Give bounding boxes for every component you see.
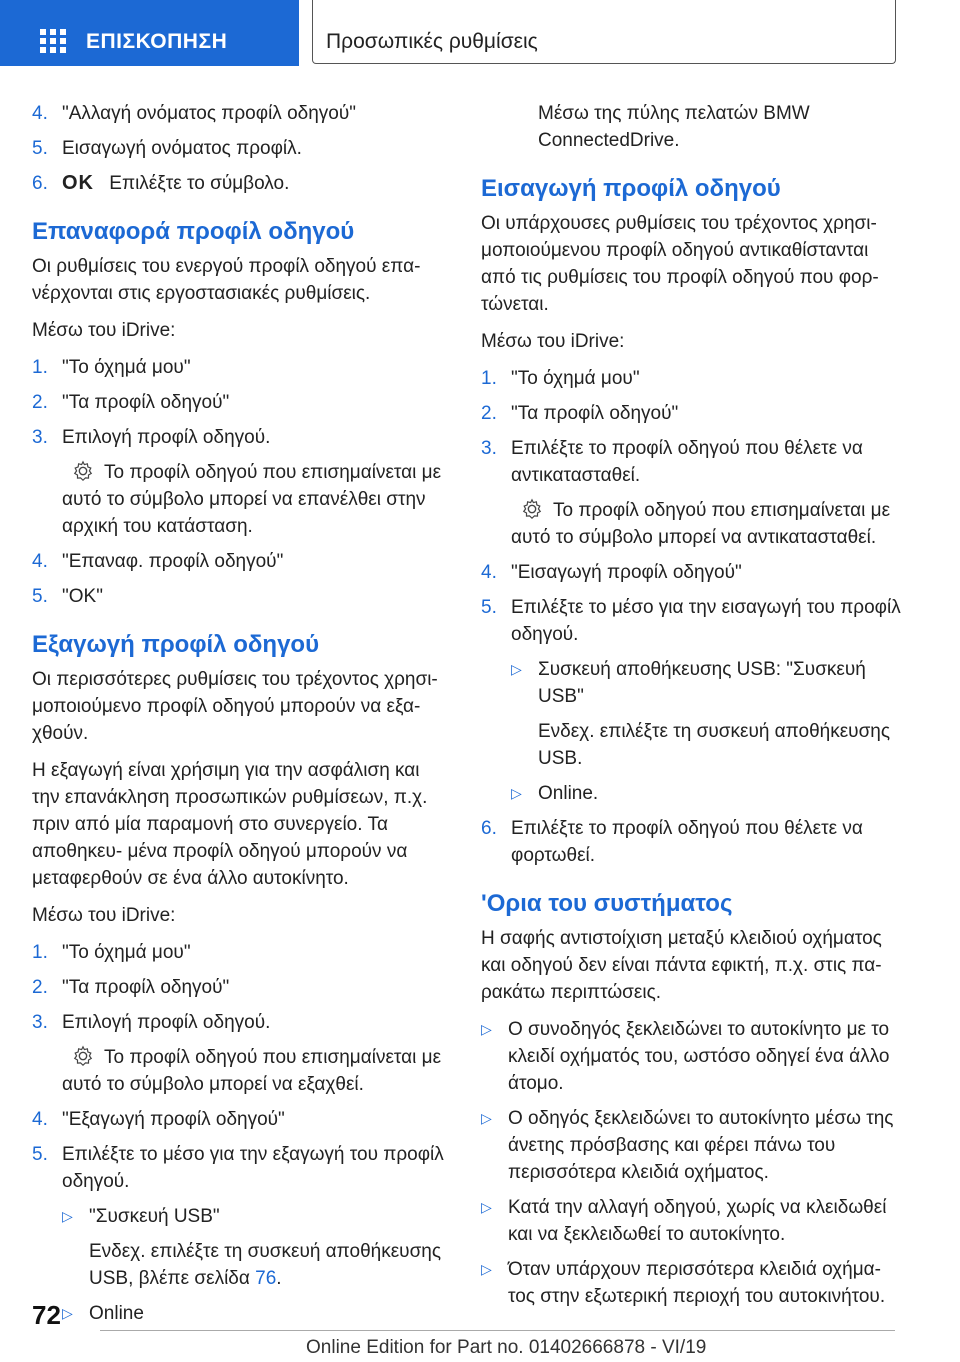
sub-list-item: ▷ Online. bbox=[511, 780, 901, 807]
note: Το προφίλ οδηγού που επισημαίνεται με αυτό το σύμβολο μπορεί να αντικατασταθεί. bbox=[511, 500, 891, 548]
paragraph: Η σαφής αντιστοίχιση μεταξύ κλειδιού οχήματος και οδηγού δεν είναι πάντα εφικτή, π.χ. στις πα- ρακάτω περιπτώσεις. bbox=[481, 928, 882, 1003]
list-item: 4. "Αλλαγή ονόματος προφίλ οδηγού" bbox=[32, 103, 356, 124]
paragraph: Οι ρυθμίσεις του ενεργού προφίλ οδηγού επα- νέρχονται στις εργοστασιακές ρυθμίσεις. bbox=[32, 256, 421, 304]
triangle-bullet-icon: ▷ bbox=[62, 1305, 73, 1321]
list-item: 2. "Τα προφίλ οδηγού" bbox=[481, 403, 679, 424]
list-item: 1. "Το όχημά μου" bbox=[32, 357, 191, 378]
list-item: 4. "Εξαγωγή προφίλ οδηγού" bbox=[32, 1109, 285, 1130]
page-number: 72 bbox=[32, 1300, 61, 1330]
ok-symbol-icon: OK bbox=[62, 172, 94, 194]
sub-list-item: ▷ "Συσκευή USB" bbox=[62, 1203, 452, 1230]
sub-note: Ενδεχ. επιλέξτε τη συσκευή αποθήκευσης USB, βλέπε σελίδα 76. bbox=[89, 1241, 442, 1289]
list-item: 3. Επιλογή προφίλ οδηγού. bbox=[32, 427, 271, 448]
section-tab-overview[interactable] bbox=[0, 0, 299, 66]
section-heading-export: Εξαγωγή προφίλ οδηγού bbox=[32, 631, 320, 658]
footer-divider bbox=[100, 1330, 895, 1331]
list-item: 5. "OK" bbox=[32, 586, 103, 607]
triangle-bullet-icon: ▷ bbox=[481, 1021, 492, 1037]
left-column bbox=[32, 100, 452, 1335]
triangle-bullet-icon: ▷ bbox=[511, 661, 522, 677]
paragraph: Μέσω του iDrive: bbox=[32, 320, 176, 341]
chapter-label: Προσωπικές ρυθμίσεις bbox=[326, 30, 538, 53]
paragraph: Μέσω του iDrive: bbox=[481, 331, 625, 352]
triangle-bullet-icon: ▷ bbox=[62, 1208, 73, 1224]
list-item: 4. "Επαναφ. προφίλ οδηγού" bbox=[32, 551, 284, 572]
bullet-item: ▷ Όταν υπάρχουν περισσότερα κλειδιά οχήμα- τος στην εξωτερική περιοχή του αυτοκινήτου. bbox=[481, 1256, 901, 1310]
list-item: 1. "Το όχημά μου" bbox=[481, 368, 640, 389]
list-item: 1. "Το όχημά μου" bbox=[32, 942, 191, 963]
note: Το προφίλ οδηγού που επισημαίνεται με αυτό το σύμβολο μπορεί να εξαχθεί. bbox=[62, 1047, 442, 1095]
list-item: 3. Επιλέξτε το προφίλ οδηγού που θέλετε να αντικατασταθεί. bbox=[481, 438, 863, 486]
sub-list-item: ▷ Online bbox=[62, 1300, 452, 1327]
list-item: 6. Επιλέξτε το προφίλ οδηγού που θέλετε να φορτωθεί. bbox=[481, 818, 863, 866]
list-item: 2. "Τα προφίλ οδηγού" bbox=[32, 392, 230, 413]
triangle-bullet-icon: ▷ bbox=[511, 785, 522, 801]
right-column bbox=[481, 100, 901, 1318]
note: Το προφίλ οδηγού που επισημαίνεται με αυτό το σύμβολο μπορεί να επανέλθει στην αρχική του κατάσταση. bbox=[62, 462, 442, 537]
footer-edition: Online Edition for Part no. 01402666878 - VI/19 bbox=[306, 1337, 707, 1358]
grid-menu-icon bbox=[40, 29, 66, 51]
list-item: 5. Επιλέξτε το μέσο για την εισαγωγή του προφίλ οδηγού. bbox=[481, 597, 901, 645]
paragraph: Οι υπάρχουσες ρυθμίσεις του τρέχοντος χρησι- μοποιούμενου προφίλ οδηγού αντικαθίστανται από τις ρυθμίσεις του προφίλ οδηγού που φορ- τώνεται. bbox=[481, 213, 879, 315]
paragraph: Η εξαγωγή είναι χρήσιμη για την ασφάλιση και την επανάκληση προσωπικών ρυθμίσεων, π.χ. πριν από μία παραμονή στο συνεργείο. Τα αποθηκευ- μένα προφίλ οδηγού μπορούν να μεταφερθούν σε ένα άλλο αυτοκίνητο. bbox=[32, 760, 428, 889]
section-heading-limits: 'Ορια του συστήματος bbox=[481, 890, 733, 917]
gear-icon bbox=[72, 460, 94, 482]
section-label: ΕΠΙΣΚΟΠΗΣΗ bbox=[86, 30, 228, 53]
chapter-tab[interactable] bbox=[312, 0, 896, 64]
list-item: 2. "Τα προφίλ οδηγού" bbox=[32, 977, 230, 998]
page-link[interactable]: 76 bbox=[255, 1268, 277, 1289]
triangle-bullet-icon: ▷ bbox=[481, 1110, 492, 1126]
sub-list-item: ▷ Συσκευή αποθήκευσης USB: "Συσκευή USB" bbox=[511, 656, 901, 710]
bullet-item: ▷ Κατά την αλλαγή οδηγού, χωρίς να κλειδωθεί και να ξεκλειδωθεί το αυτοκίνητο. bbox=[481, 1194, 901, 1248]
bullet-item: ▷ Ο συνοδηγός ξεκλειδώνει το αυτοκίνητο με το κλειδί οχήματός του, ωστόσο οδηγεί ένα άλλο άτομο. bbox=[481, 1016, 901, 1097]
paragraph: Μέσω του iDrive: bbox=[32, 905, 176, 926]
list-item: 5. Εισαγωγή ονόματος προφίλ. bbox=[32, 138, 302, 159]
section-heading-reset: Επαναφορά προφίλ οδηγού bbox=[32, 218, 355, 245]
gear-icon bbox=[72, 1045, 94, 1067]
gear-icon bbox=[521, 498, 543, 520]
list-item: 6. OK Επιλέξτε το σύμβολο. bbox=[32, 172, 290, 194]
triangle-bullet-icon: ▷ bbox=[481, 1199, 492, 1215]
paragraph: Οι περισσότερες ρυθμίσεις του τρέχοντος χρησι- μοποιούμενο προφίλ οδηγού μπορούν να εξα- χθούν. bbox=[32, 669, 438, 744]
triangle-bullet-icon: ▷ bbox=[481, 1261, 492, 1277]
section-heading-import: Εισαγωγή προφίλ οδηγού bbox=[481, 175, 781, 202]
list-item: 5. Επιλέξτε το μέσο για την εξαγωγή του προφίλ οδηγού. bbox=[32, 1144, 444, 1192]
continued-sub-item: Μέσω της πύλης πελατών BMW ConnectedDrive. bbox=[538, 103, 810, 151]
sub-note: Ενδεχ. επιλέξτε τη συσκευή αποθήκευσης USB. bbox=[538, 721, 891, 769]
list-item: 4. "Εισαγωγή προφίλ οδηγού" bbox=[481, 562, 742, 583]
list-item: 3. Επιλογή προφίλ οδηγού. bbox=[32, 1012, 271, 1033]
bullet-item: ▷ Ο οδηγός ξεκλειδώνει το αυτοκίνητο μέσω της άνετης πρόσβασης και φέρει πάνω του περισσότερα κλειδιά οχήματος. bbox=[481, 1105, 901, 1186]
